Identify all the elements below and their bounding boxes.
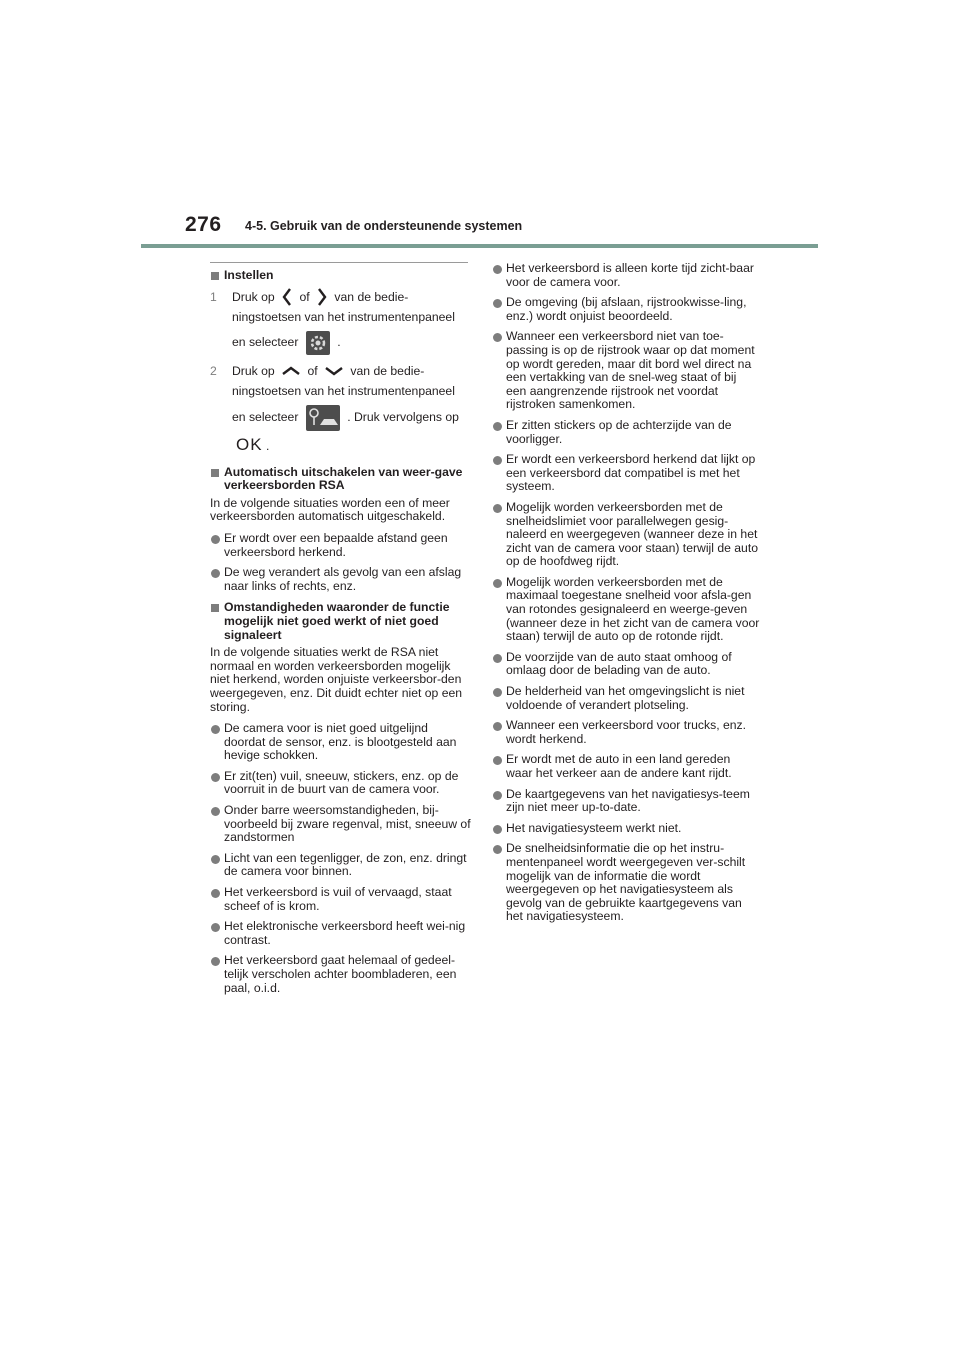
list-item xyxy=(210,954,472,995)
list-item xyxy=(492,842,760,924)
bullet-icon xyxy=(211,889,220,898)
section-intro: In de volgende situaties worden een of meer verkeersborden automatisch uitgeschakeld. xyxy=(210,495,450,524)
list-item xyxy=(210,722,472,763)
list-item-text: Wanneer een verkeersbord niet van toe-passing is op de rijstrook waar op dat moment op wordt gereden, maar dit bord wel direct na een vertakking van de snel-weg staat of bij een aangrenzende rijstrook net voordat rijstroken samenkomen. xyxy=(506,329,755,412)
section-heading-text: Automatisch uitschakelen van weer-gave verkeersborden RSA xyxy=(224,464,463,493)
bullet-icon xyxy=(493,791,502,800)
list-item xyxy=(210,770,472,797)
chapter-title: 4-5. Gebruik van de ondersteunende systemen xyxy=(245,219,523,233)
list-item-text: Het verkeersbord is alleen korte tijd zicht-baar voor de camera voor. xyxy=(506,261,754,289)
section-square-icon xyxy=(211,272,219,280)
step-2-line-3 xyxy=(232,405,472,431)
bullet-icon xyxy=(493,265,502,274)
right-column xyxy=(492,262,760,931)
list-item xyxy=(210,532,472,559)
section-square-icon xyxy=(211,604,219,612)
step-1-line-1 xyxy=(232,287,472,307)
list-item-text: Er zitten stickers op de achterzijde van de voorligger. xyxy=(506,417,732,446)
list-item xyxy=(210,804,472,845)
list-item-text: Het verkeersbord is vuil of vervaagd, staat scheef of is krom. xyxy=(224,885,452,913)
settings-gear-icon xyxy=(306,331,330,355)
road-sign-assist-icon xyxy=(306,405,340,431)
bullet-icon xyxy=(211,923,220,932)
step-text: Druk op xyxy=(232,363,275,378)
list-item-text: De kaartgegevens van het navigatiesys-teem zijn niet meer up-to-date. xyxy=(506,786,750,815)
bullet-icon xyxy=(493,422,502,431)
bullet-icon xyxy=(493,825,502,834)
list-item-text: Er wordt met de auto in een land gereden waar het verkeer aan de andere kant rijdt. xyxy=(506,752,732,780)
list-item xyxy=(492,296,760,323)
section-heading-text: Omstandigheden waaronder de functie mogelijk niet goed werkt of niet goed signaleert xyxy=(224,600,450,642)
step-1 xyxy=(210,287,472,355)
list-item xyxy=(492,576,760,644)
list-item-text: De camera voor is niet goed uitgelijnd doordat de sensor, enz. is blootgesteld aan hevige schokken. xyxy=(224,721,457,763)
list-item-text: Er wordt een verkeersbord herkend dat lijkt op een verkeersbord dat compatibel is met het systeem. xyxy=(506,452,756,494)
step-text: . Druk vervolgens op xyxy=(347,409,459,424)
chevron-down-icon xyxy=(325,366,343,376)
list-item-text: De snelheidsinformatie die op het instru-mentenpaneel wordt weergegeven ver-schilt mogelijk van de informatie die wordt weergegeven op het navigatiesysteem als gevolg van de gebruikte kaartgegevens van het navigatiesysteem. xyxy=(506,841,746,924)
bullet-icon xyxy=(211,807,220,816)
list-item xyxy=(492,419,760,446)
list-item-text: Onder barre weersomstandigheden, bij-voorbeeld bij zware regenval, mist, sneeuw of zandstormen xyxy=(224,803,471,845)
chevron-right-icon xyxy=(317,288,327,306)
bullet-icon xyxy=(493,845,502,854)
ok-button-icon: OK xyxy=(236,434,263,454)
bullet-icon xyxy=(211,957,220,966)
step-2-line-2: ningstoetsen van het instrumentenpaneel xyxy=(232,383,455,398)
bullet-icon xyxy=(211,773,220,782)
section-heading-text: Instellen xyxy=(224,268,274,282)
bullet-icon xyxy=(211,855,220,864)
step-text: . xyxy=(265,438,270,453)
list-item-text: De voorzijde van de auto staat omhoog of omlaag door de belading van de auto. xyxy=(506,649,732,678)
section-heading-instellen xyxy=(210,269,472,283)
list-item-text: Het navigatiesysteem werkt niet. xyxy=(506,820,682,835)
list-item xyxy=(210,566,472,593)
section-divider xyxy=(210,262,468,263)
step-text: en selecteer xyxy=(232,334,299,349)
list-item-text: De omgeving (bij afslaan, rijstrookwisse-ling, enz.) wordt onjuist beoordeeld. xyxy=(506,295,747,323)
bullet-icon xyxy=(493,299,502,308)
list-item xyxy=(492,788,760,815)
list-item-text: Het verkeersbord gaat helemaal of gedeel-telijk verscholen achter boombladeren, een paal, o.i.d. xyxy=(224,953,457,995)
list-item xyxy=(492,501,760,569)
list-item xyxy=(492,822,760,836)
step-text: van de bedie- xyxy=(334,289,409,304)
list-item-text: De helderheid van het omgevingslicht is niet voldoende of verandert plotseling. xyxy=(506,684,745,712)
bullet-icon xyxy=(493,504,502,513)
list-item-text: Mogelijk worden verkeersborden met de snelheidslimiet voor parallelwegen gesig-naleerd en weergegeven (wanneer deze in het zicht van de camera voor staan) terwijl de auto op de hoofdweg rijdt. xyxy=(506,499,758,569)
list-item-text: Het elektronische verkeersbord heeft wei-nig contrast. xyxy=(224,919,466,947)
step-2 xyxy=(210,361,472,456)
step-2-line-1 xyxy=(232,361,472,381)
bullet-icon xyxy=(493,688,502,697)
step-text: . xyxy=(337,334,341,349)
list-item xyxy=(210,920,472,947)
chevron-left-icon xyxy=(282,288,292,306)
header-divider xyxy=(141,244,818,248)
bullet-icon xyxy=(493,456,502,465)
page-number: 276 xyxy=(185,213,222,236)
list-item-text: Mogelijk worden verkeersborden met de maximaal toegestane snelheid voor afsla-gen van rotondes gesignaleerd en weerge-geven (wanneer deze in het zicht van de camera voor staan) terwijl de auto op de rotonde rijdt. xyxy=(506,574,760,644)
step-number: 2 xyxy=(210,363,217,378)
list-item-text: Wanneer een verkeersbord voor trucks, enz. wordt herkend. xyxy=(506,718,747,746)
step-1-line-3 xyxy=(232,331,472,355)
step-text: of xyxy=(299,289,310,304)
bullet-icon xyxy=(211,569,220,578)
bullet-icon xyxy=(211,535,220,544)
section-square-icon xyxy=(211,469,219,477)
step-number: 1 xyxy=(210,289,217,304)
bullet-icon xyxy=(493,756,502,765)
step-text: en selecteer xyxy=(232,409,299,424)
list-item xyxy=(492,330,760,412)
bullet-icon xyxy=(493,722,502,731)
bullet-icon xyxy=(493,333,502,342)
list-item xyxy=(492,262,760,289)
list-item xyxy=(210,852,472,879)
list-item xyxy=(492,651,760,678)
chevron-up-icon xyxy=(282,366,300,376)
list-item xyxy=(492,453,760,494)
list-item-text: Er wordt over een bepaalde afstand geen verkeersbord herkend. xyxy=(224,530,448,559)
bullet-icon xyxy=(493,579,502,588)
bullet-icon xyxy=(211,725,220,734)
step-text: of xyxy=(307,363,318,378)
step-text: van de bedie- xyxy=(350,363,425,378)
list-item-text: Licht van een tegenligger, de zon, enz. dringt de camera voor binnen. xyxy=(224,850,467,879)
section-heading-auto-off xyxy=(210,466,472,493)
left-column xyxy=(210,262,472,1002)
bullet-icon xyxy=(493,654,502,663)
step-text: Druk op xyxy=(232,289,275,304)
step-1-line-2: ningstoetsen van het instrumentenpaneel xyxy=(232,309,455,324)
list-item-text: Er zit(ten) vuil, sneeuw, stickers, enz. op de voorruit in de buurt van de camera voor. xyxy=(224,768,459,797)
section-heading-conditions xyxy=(210,601,472,642)
list-item xyxy=(492,753,760,780)
step-2-line-4 xyxy=(232,435,472,456)
list-item xyxy=(210,886,472,913)
list-item-text: De weg verandert als gevolg van een afslag naar links of rechts, enz. xyxy=(224,565,462,593)
list-item xyxy=(492,685,760,712)
section-intro: In de volgende situaties werkt de RSA niet normaal en worden verkeersborden mogelijk niet herkend, worden onjuiste verkeersbor-den weergegeven, enz. Dit duidt echter niet op een storing. xyxy=(210,645,463,714)
list-item xyxy=(492,719,760,746)
